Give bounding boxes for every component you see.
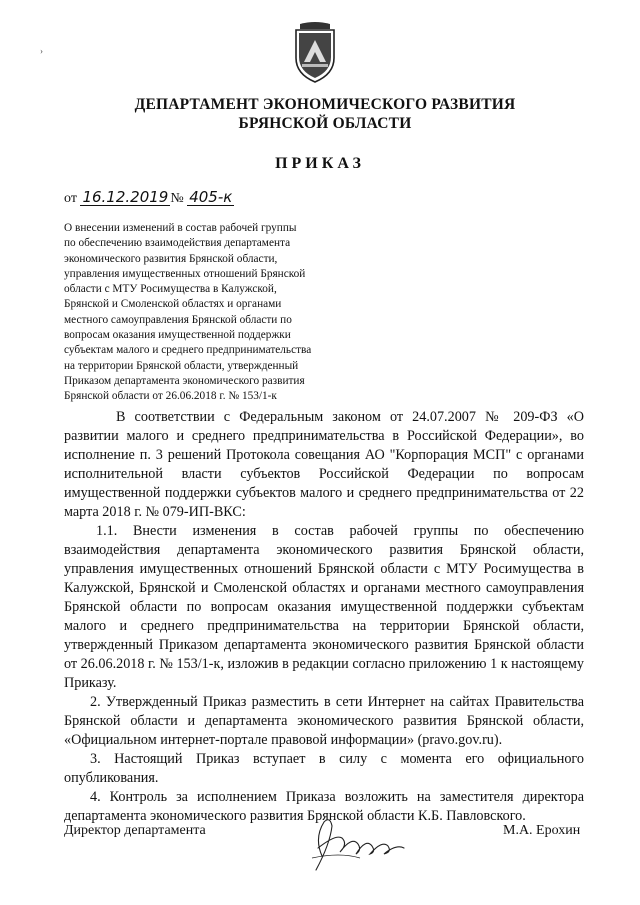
- order-subject: [64, 221, 364, 405]
- subject-line: вопросам оказания имущественной поддержки: [64, 329, 291, 342]
- number-prefix: №: [170, 191, 184, 206]
- subject-line: субъектам малого и среднего предпринимательства: [64, 344, 312, 357]
- signer-position: Директор департамента: [64, 823, 206, 838]
- preamble-paragraph: В соответствии с Федеральным законом от 24.07.2007 № 209-ФЗ «О развитии малого и среднего предпринимательства в Российской Федерации», во исполнение п. 3 решений Протокола совещания АО "Корпорация МСП" с органами исполнительной власти субъектов Российской Федерации по вопросам имущественной поддержки субъектов малого и среднего предпринимательства от 22 марта 2018 г. № 079-ИП-ВКС:: [64, 409, 584, 520]
- subject-line: Брянской и Смоленской областях и органами: [64, 298, 282, 311]
- subject-line: Брянской области от 26.06.2018 г. № 153/1-к: [64, 390, 277, 403]
- department-name-line1: ДЕПАРТАМЕНТ ЭКОНОМИЧЕСКОГО РАЗВИТИЯ: [134, 96, 516, 113]
- order-body: [64, 408, 584, 826]
- item-2-paragraph: 2. Утвержденный Приказ разместить в сети Интернет на сайтах Правительства Брянской области и департамента экономического развития Брянской области, «Официальном интернет-портале правовой информации» (pravo.gov.ru).: [64, 694, 584, 748]
- document-title: ПРИКАЗ: [275, 155, 365, 172]
- order-date: 16.12.2019: [82, 188, 169, 206]
- subject-line: экономического развития Брянской области,: [64, 252, 278, 265]
- scan-mark: ›: [40, 46, 43, 56]
- subject-line: по обеспечению взаимодействия департамента: [64, 237, 291, 250]
- coat-of-arms-icon: [290, 22, 340, 84]
- subject-line: на территории Брянской области, утвержденный: [64, 359, 299, 372]
- subject-line: Приказом департамента экономического развития: [64, 374, 305, 387]
- date-prefix: от: [64, 191, 77, 206]
- department-name-line2: БРЯНСКОЙ ОБЛАСТИ: [238, 115, 412, 132]
- subject-line: области с МТУ Росимущества в Калужской,: [64, 283, 277, 296]
- handwritten-signature: [300, 808, 410, 878]
- subject-line: управления имущественных отношений Брянской: [64, 267, 306, 280]
- order-number: 405-к: [189, 188, 233, 206]
- signer-name: М.А. Ерохин: [503, 823, 581, 838]
- item-1-1-paragraph: 1.1. Внести изменения в состав рабочей группы по обеспечению взаимодействия департамента экономического развития Брянской области, управления имущественных отношений Брянской области с МТУ Росимущества в Калужской, Брянской и Смоленской областях и органами местного самоуправления Брянской области по вопросам оказания имущественной поддержки субъектам малого и среднего предпринимательства на территории Брянской области, утвержденный Приказом департамента экономического развития Брянской области от 26.06.2018 г. № 153/1-к, изложив в редакции согласно приложению 1 к настоящему Приказу.: [64, 523, 584, 691]
- subject-line: О внесении изменений в состав рабочей группы: [64, 222, 297, 234]
- item-3-paragraph: 3. Настоящий Приказ вступает в силу с момента его официального опубликования.: [64, 751, 584, 786]
- item-4-paragraph: 4. Контроль за исполнением Приказа возложить на заместителя директора департамента экономического развития Брянской области К.Б. Павловского.: [64, 789, 584, 824]
- order-date-number: [64, 189, 234, 207]
- subject-line: местного самоуправления Брянской области по: [64, 313, 292, 326]
